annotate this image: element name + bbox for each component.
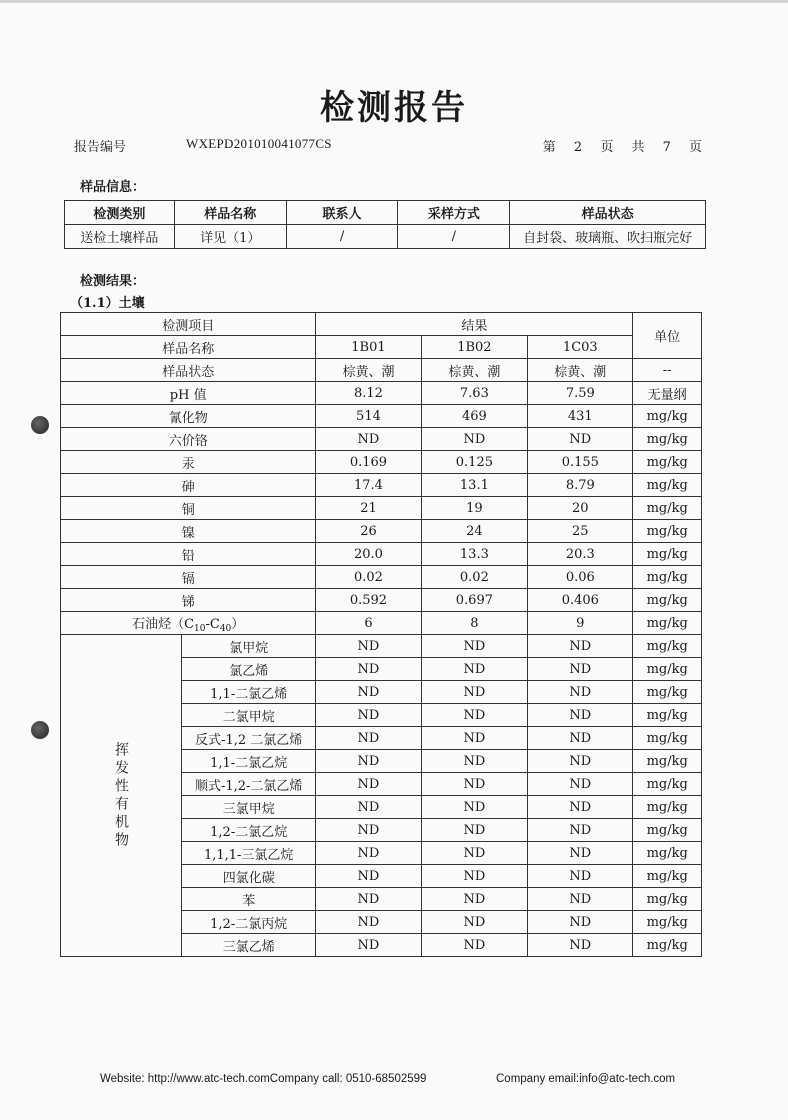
punch-hole (31, 721, 49, 739)
result-unit: mg/kg (633, 520, 702, 543)
result-value: 8.79 (528, 474, 633, 497)
subsection-heading: （1.1）土壤 (70, 296, 145, 311)
voc-item: 1,2-二氯丙烷 (182, 911, 316, 934)
voc-item: 顺式-1,2-二氯乙烯 (182, 773, 316, 796)
result-item: 镍 (61, 520, 316, 543)
result-value: 20 (528, 497, 633, 520)
voc-unit: mg/kg (633, 888, 702, 911)
voc-value: ND (421, 796, 528, 819)
result-row (61, 566, 702, 589)
sample-name: 1C03 (528, 336, 633, 359)
result-value: 7.63 (421, 382, 528, 405)
result-unit: mg/kg (633, 612, 702, 635)
sample-info-cell: / (398, 225, 510, 249)
result-value: 24 (421, 520, 528, 543)
result-item: 铜 (61, 497, 316, 520)
voc-value: ND (316, 819, 421, 842)
sample-info-header: 采样方式 (398, 201, 510, 225)
voc-value: ND (528, 911, 633, 934)
voc-item: 1,1,1-三氯乙烷 (182, 842, 316, 865)
result-value: 514 (316, 405, 421, 428)
voc-value: ND (421, 773, 528, 796)
voc-unit: mg/kg (633, 796, 702, 819)
voc-unit: mg/kg (633, 819, 702, 842)
result-item: pH 值 (61, 382, 316, 405)
result-value: 0.125 (421, 451, 528, 474)
result-row (61, 405, 702, 428)
sample-info-cell: 自封袋、玻璃瓶、吹扫瓶完好 (510, 225, 706, 249)
voc-value: ND (528, 727, 633, 750)
voc-value: ND (421, 865, 528, 888)
voc-item: 三氯乙烯 (182, 934, 316, 957)
voc-value: ND (528, 888, 633, 911)
result-item: 六价铬 (61, 428, 316, 451)
result-value: 20.3 (528, 543, 633, 566)
voc-value: ND (421, 819, 528, 842)
result-row (61, 497, 702, 520)
sample-info-header: 样品名称 (174, 201, 286, 225)
voc-value: ND (316, 658, 421, 681)
result-value: 0.697 (421, 589, 528, 612)
result-row (61, 520, 702, 543)
voc-value: ND (528, 658, 633, 681)
voc-value: ND (316, 934, 421, 957)
result-value: ND (316, 428, 421, 451)
voc-unit: mg/kg (633, 704, 702, 727)
result-unit: mg/kg (633, 543, 702, 566)
voc-unit: mg/kg (633, 842, 702, 865)
subscript: 10 (194, 623, 206, 634)
voc-value: ND (421, 681, 528, 704)
voc-value: ND (528, 773, 633, 796)
sample-info-table (64, 200, 706, 249)
result-row (61, 428, 702, 451)
voc-value: ND (316, 635, 421, 658)
result-unit: mg/kg (633, 566, 702, 589)
result-unit: 无量纲 (633, 382, 702, 405)
voc-value: ND (528, 681, 633, 704)
sample-info-heading: 样品信息： (80, 180, 146, 195)
subscript: 40 (219, 623, 232, 634)
result-value: 19 (421, 497, 528, 520)
voc-value: ND (528, 750, 633, 773)
voc-unit: mg/kg (633, 635, 702, 658)
sample-info-cell: / (286, 225, 398, 249)
result-unit: mg/kg (633, 497, 702, 520)
result-row (61, 543, 702, 566)
sample-state-label: 样品状态 (61, 359, 316, 382)
voc-value: ND (316, 888, 421, 911)
voc-item: 1,1-二氯乙烷 (182, 750, 316, 773)
voc-value: ND (421, 911, 528, 934)
voc-value: ND (421, 727, 528, 750)
voc-unit: mg/kg (633, 773, 702, 796)
voc-value: ND (528, 819, 633, 842)
result-value: 0.169 (316, 451, 421, 474)
sample-name: 1B01 (316, 336, 421, 359)
result-value: 8 (421, 612, 528, 635)
sample-info-header: 联系人 (286, 201, 398, 225)
result-row (61, 474, 702, 497)
voc-value: ND (528, 635, 633, 658)
result-value: 469 (421, 405, 528, 428)
voc-value: ND (528, 934, 633, 957)
result-unit: mg/kg (633, 451, 702, 474)
sample-info-cell: 详见（1） (174, 225, 286, 249)
voc-value: ND (316, 865, 421, 888)
voc-value: ND (316, 911, 421, 934)
voc-unit: mg/kg (633, 934, 702, 957)
result-value: 26 (316, 520, 421, 543)
result-unit: mg/kg (633, 589, 702, 612)
sample-name: 1B02 (421, 336, 528, 359)
results-heading: 检测结果： (80, 274, 146, 289)
item-header: 检测项目 (61, 313, 316, 336)
page-info: 第 2 页 共 7 页 (542, 140, 702, 155)
sample-state: 棕黄、潮 (316, 359, 421, 382)
voc-value: ND (316, 773, 421, 796)
result-row (61, 451, 702, 474)
sample-state-unit: -- (633, 359, 702, 382)
voc-value: ND (316, 842, 421, 865)
voc-item: 三氯甲烷 (182, 796, 316, 819)
result-value: ND (421, 428, 528, 451)
unit-header: 单位 (633, 313, 702, 359)
footer-email: Company email:info@atc-tech.com (496, 1073, 676, 1085)
result-item: 氰化物 (61, 405, 316, 428)
item-text: ） (231, 616, 245, 632)
sample-state: 棕黄、潮 (421, 359, 528, 382)
result-item (61, 612, 316, 635)
voc-item: 氯甲烷 (182, 635, 316, 658)
result-value: 0.592 (316, 589, 421, 612)
report-no-label: 报告编号 (74, 140, 127, 155)
sample-info-header: 样品状态 (510, 201, 706, 225)
punch-hole (31, 416, 49, 434)
result-unit: mg/kg (633, 405, 702, 428)
result-value: ND (528, 428, 633, 451)
voc-value: ND (316, 796, 421, 819)
voc-item: 氯乙烯 (182, 658, 316, 681)
voc-unit: mg/kg (633, 750, 702, 773)
result-value: 20.0 (316, 543, 421, 566)
result-row (61, 612, 702, 635)
voc-value: ND (528, 842, 633, 865)
voc-unit: mg/kg (633, 865, 702, 888)
item-text: 石油烃（C (132, 616, 195, 632)
result-unit: mg/kg (633, 474, 702, 497)
result-row (61, 382, 702, 405)
voc-value: ND (528, 865, 633, 888)
result-value: 0.155 (528, 451, 633, 474)
voc-value: ND (528, 796, 633, 819)
voc-item: 二氯甲烷 (182, 704, 316, 727)
voc-value: ND (316, 750, 421, 773)
result-row (61, 589, 702, 612)
voc-item: 1,1-二氯乙烯 (182, 681, 316, 704)
result-unit: mg/kg (633, 428, 702, 451)
result-value: 8.12 (316, 382, 421, 405)
result-value: 0.02 (421, 566, 528, 589)
result-value: 6 (316, 612, 421, 635)
voc-unit: mg/kg (633, 911, 702, 934)
sample-info-header: 检测类别 (65, 201, 175, 225)
result-item: 锑 (61, 589, 316, 612)
voc-value: ND (421, 842, 528, 865)
voc-value: ND (421, 750, 528, 773)
result-value: 9 (528, 612, 633, 635)
voc-row (61, 635, 702, 658)
voc-value: ND (528, 704, 633, 727)
report-title: 检测报告 (320, 88, 468, 128)
voc-item: 1,2-二氯乙烷 (182, 819, 316, 842)
result-value: 0.02 (316, 566, 421, 589)
sample-state: 棕黄、潮 (528, 359, 633, 382)
result-value: 0.406 (528, 589, 633, 612)
voc-item: 反式-1,2 二氯乙烯 (182, 727, 316, 750)
voc-unit: mg/kg (633, 658, 702, 681)
voc-value: ND (316, 727, 421, 750)
result-value: 431 (528, 405, 633, 428)
results-table (60, 312, 702, 957)
voc-value: ND (421, 704, 528, 727)
sample-info-cell: 送检土壤样品 (65, 225, 175, 249)
voc-value: ND (421, 658, 528, 681)
voc-value: ND (421, 635, 528, 658)
result-value: 21 (316, 497, 421, 520)
result-item: 铅 (61, 543, 316, 566)
result-value: 0.06 (528, 566, 633, 589)
voc-value: ND (421, 934, 528, 957)
result-value: 13.1 (421, 474, 528, 497)
report-no: WXEPD201010041077CS (186, 136, 332, 151)
result-item: 砷 (61, 474, 316, 497)
voc-unit: mg/kg (633, 681, 702, 704)
footer-website-company: Website: http://www.atc-tech.comCompany call: 0510-68502599 (100, 1073, 427, 1085)
voc-value: ND (316, 681, 421, 704)
voc-unit: mg/kg (633, 727, 702, 750)
voc-item: 四氯化碳 (182, 865, 316, 888)
voc-group-label: 挥发性有机物 (61, 635, 182, 957)
result-value: 17.4 (316, 474, 421, 497)
result-item: 汞 (61, 451, 316, 474)
result-value: 13.3 (421, 543, 528, 566)
sample-name-label: 样品名称 (61, 336, 316, 359)
voc-value: ND (316, 704, 421, 727)
result-value: 7.59 (528, 382, 633, 405)
item-text: -C (205, 616, 220, 632)
voc-item: 苯 (182, 888, 316, 911)
result-header: 结果 (316, 313, 633, 336)
result-item: 镉 (61, 566, 316, 589)
voc-value: ND (421, 888, 528, 911)
result-value: 25 (528, 520, 633, 543)
